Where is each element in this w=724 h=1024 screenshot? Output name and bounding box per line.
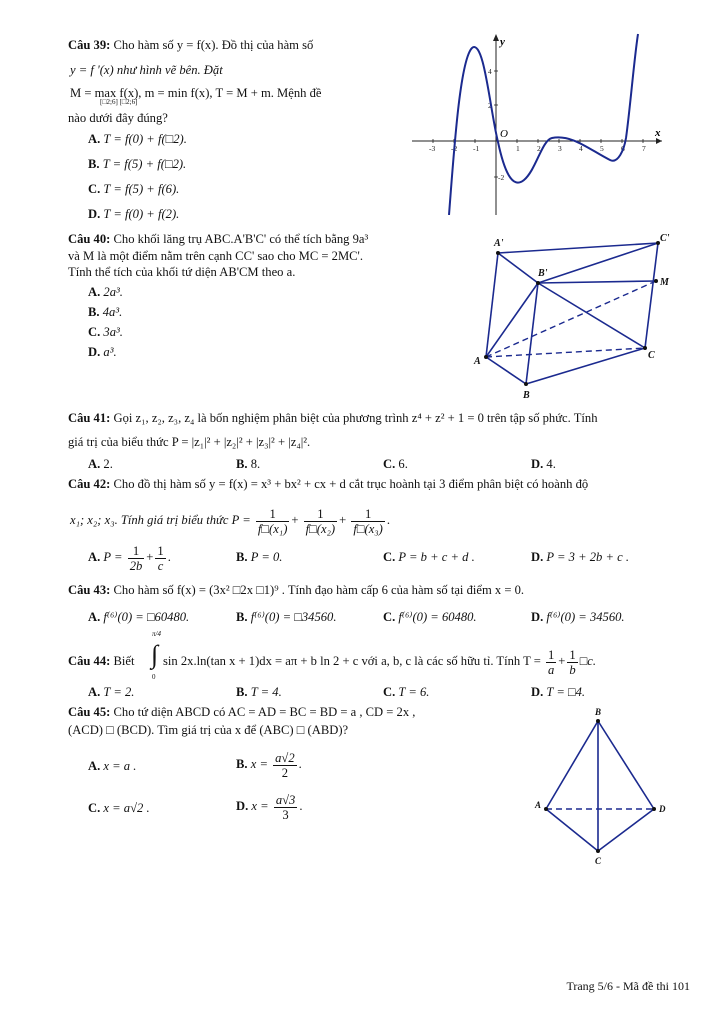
q43-option-c: C. f⁽⁶⁾(0) = 60480. (383, 610, 477, 624)
x-tick: -3 (429, 144, 436, 153)
y-axis-label: y (500, 36, 505, 48)
q40-option-d: D. a³. (88, 345, 117, 359)
q39-derivative-graph (412, 30, 664, 215)
vertex-label-b: B (523, 390, 530, 401)
q45-line1: Câu 45: Cho tứ diện ABCD có AC = AD = BC = BD = a , CD = 2x , (68, 705, 416, 719)
q39-heading: Câu 39: (68, 38, 111, 52)
x-tick: 4 (579, 144, 583, 153)
q45-option-a: A. x = a . (88, 759, 137, 773)
q41-line2: giá trị của biểu thức P = |z₁|² + |z₂|² + |z₃|² + |z₄|². (68, 435, 311, 449)
x-axis-label: x (655, 127, 661, 139)
vertex-label-a: A (474, 356, 481, 367)
q44-line1: Câu 44: Biết (68, 654, 135, 668)
q42-line1: Câu 42: Cho đồ thị hàm số y = f(x) = x³ + bx² + cx + d cắt trục hoành tại 3 điểm phân biệt có hoành độ (68, 477, 589, 491)
integral-sign: ∫ (151, 640, 159, 669)
x-tick: -1 (473, 144, 480, 153)
q39-line3-sub: [□2;6] [□2;6] (100, 98, 138, 106)
q44-option-a: A. T = 2. (88, 685, 135, 699)
y-tick: 4 (488, 67, 492, 76)
y-tick: -2 (498, 173, 505, 182)
q41-line1: Câu 41: Gọi z₁, z₂, z₃, z₄ là bốn nghiệm phân biệt của phương trình z⁴ + z² + 1 = 0 trên tập số phức. Tính (68, 411, 598, 425)
q45-option-c: C. x = a√2 . (88, 801, 150, 815)
q39-option-c: C. T = f(5) + f(6). (88, 182, 180, 196)
q44-heading: Câu 44: (68, 654, 111, 668)
vertex-label-c: C (595, 856, 602, 866)
y-tick: 2 (488, 101, 492, 110)
q44-line1-rest: sin 2x.ln(tan x + 1)dx = aπ + b ln 2 + c với a, b, c là các số hữu tỉ. Tính T = $\frac{1}{a}$ + $\frac{1}{b}$ □c. (163, 647, 597, 677)
q40-line2: và M là một điểm nằm trên cạnh CC' sao cho MC = 2MC'. (68, 249, 363, 263)
q41-heading: Câu 41: (68, 411, 111, 425)
q41-option-c: C. 6. (383, 457, 408, 471)
q39-line4: nào dưới đây đúng? (68, 111, 168, 125)
fraction: $\frac{1}{c}$ (157, 543, 164, 573)
q42-option-b: B. P = 0. (236, 550, 283, 564)
q43-option-d: D. f⁽⁶⁾(0) = 34560. (531, 610, 625, 624)
q40-prism-figure (470, 230, 685, 405)
q39-line3: M = max f(x), m = min f(x), T = M + m. Mệnh đề (70, 86, 322, 100)
fraction: $\frac{a√3}{3}$ (275, 792, 296, 822)
vertex-label-c: C (648, 350, 655, 361)
vertex-label-a-prime: A' (494, 238, 504, 249)
q39-option-d: D. T = f(0) + f(2). (88, 207, 180, 221)
x-tick: 3 (558, 144, 562, 153)
q45-option-d: D. x = $\frac{a√3}{3}$ . (236, 792, 303, 822)
fraction: $\frac{1}{\text{f□(x₃)}}$ (353, 506, 383, 536)
x-tick: -2 (451, 144, 458, 153)
q40-option-b: B. 4a³. (88, 305, 123, 319)
q44-option-c: C. T = 6. (383, 685, 430, 699)
integral-upper-limit: π/4 (152, 630, 161, 638)
q42-heading: Câu 42: (68, 477, 111, 491)
q44-option-d: D. T = □4. (531, 685, 586, 699)
fraction: $\frac{1}{\text{f□(x₂)}}$ (305, 506, 336, 536)
q45-line2: (ACD) □ (BCD). Tìm giá trị của x để (ABC) □ (ABD)? (68, 723, 349, 737)
vertex-label-b-prime: B' (538, 268, 548, 279)
derivative-curve (449, 34, 638, 215)
q42-option-c: C. P = b + c + d . (383, 550, 475, 564)
q43-option-b: B. f⁽⁶⁾(0) = □34560. (236, 610, 337, 624)
q39-line1: Câu 39: Cho hàm số y = f(x). Đồ thị của hàm số (68, 38, 314, 52)
page-footer: Trang 5/6 - Mã đề thi 101 (566, 979, 690, 993)
q44-option-b: B. T = 4. (236, 685, 282, 699)
x-tick: 7 (642, 144, 646, 153)
q43-heading: Câu 43: (68, 583, 111, 597)
q40-line1: Câu 40: Cho khối lăng trụ ABC.A'B'C' có thể tích bằng 9a³ (68, 232, 369, 246)
q41-option-a: A. 2. (88, 457, 113, 471)
fraction: $\frac{1}{2b}$ (129, 543, 143, 573)
q39-option-a: A. T = f(0) + f(□2). (88, 132, 187, 146)
fraction: $\frac{1}{a}$ (548, 647, 555, 677)
q43-option-a: A. f⁽⁶⁾(0) = □60480. (88, 610, 190, 624)
q41-option-b: B. 8. (236, 457, 261, 471)
fraction: $\frac{1}{\text{f□(x₁)}}$ (257, 506, 288, 536)
x-tick: 1 (516, 144, 520, 153)
fraction: $\frac{a√2}{2}$ (275, 750, 295, 780)
vertex-label-d: D (659, 804, 666, 814)
x-tick: 2 (537, 144, 541, 153)
q45-tetrahedron-figure (530, 705, 680, 870)
q42-line2: x₁; x₂; x₃. Tính giá trị biểu thức P = $\frac{1}{\text{f□(x₁)}}$ + $\frac{1}{\text{f□(x₂)}}$ + $\frac{1}{\text{f□(x₃)}}$ . (70, 506, 391, 536)
fraction: $\frac{1}{b}$ (569, 647, 576, 677)
integral-lower-limit: 0 (152, 673, 156, 681)
q41-option-d: D. 4. (531, 457, 556, 471)
q40-line3: Tính thể tích của khối tứ diện AB'CM theo a. (68, 265, 296, 279)
vertex-label-c-prime: C' (660, 233, 670, 244)
q43-line1: Câu 43: Cho hàm số f(x) = (3x² □2x □1)⁹ . Tính đạo hàm cấp 6 của hàm số tại điểm x = 0. (68, 583, 525, 597)
vertex-label-m: M (660, 277, 669, 288)
q39-option-b: B. T = f(5) + f(□2). (88, 157, 187, 171)
x-tick: 5 (600, 144, 604, 153)
vertex-label-b: B (595, 707, 602, 717)
q40-option-c: C. 3a³. (88, 325, 123, 339)
q42-option-a: A. P = $\frac{1}{2b}$ + $\frac{1}{c}$ . (88, 543, 171, 573)
x-tick: 6 (621, 144, 625, 153)
vertex-label-a: A (535, 800, 542, 810)
q40-heading: Câu 40: (68, 232, 111, 246)
q39-line2: y = f '(x) như hình vẽ bên. Đặt (70, 63, 223, 77)
y-axis-arrow (493, 34, 499, 41)
q45-option-b: B. x = $\frac{a√2}{2}$ . (236, 750, 302, 780)
q40-option-a: A. 2a³. (88, 285, 123, 299)
q42-option-d: D. P = 3 + 2b + c . (531, 550, 630, 564)
origin-label: O (500, 128, 508, 140)
q45-heading: Câu 45: (68, 705, 111, 719)
